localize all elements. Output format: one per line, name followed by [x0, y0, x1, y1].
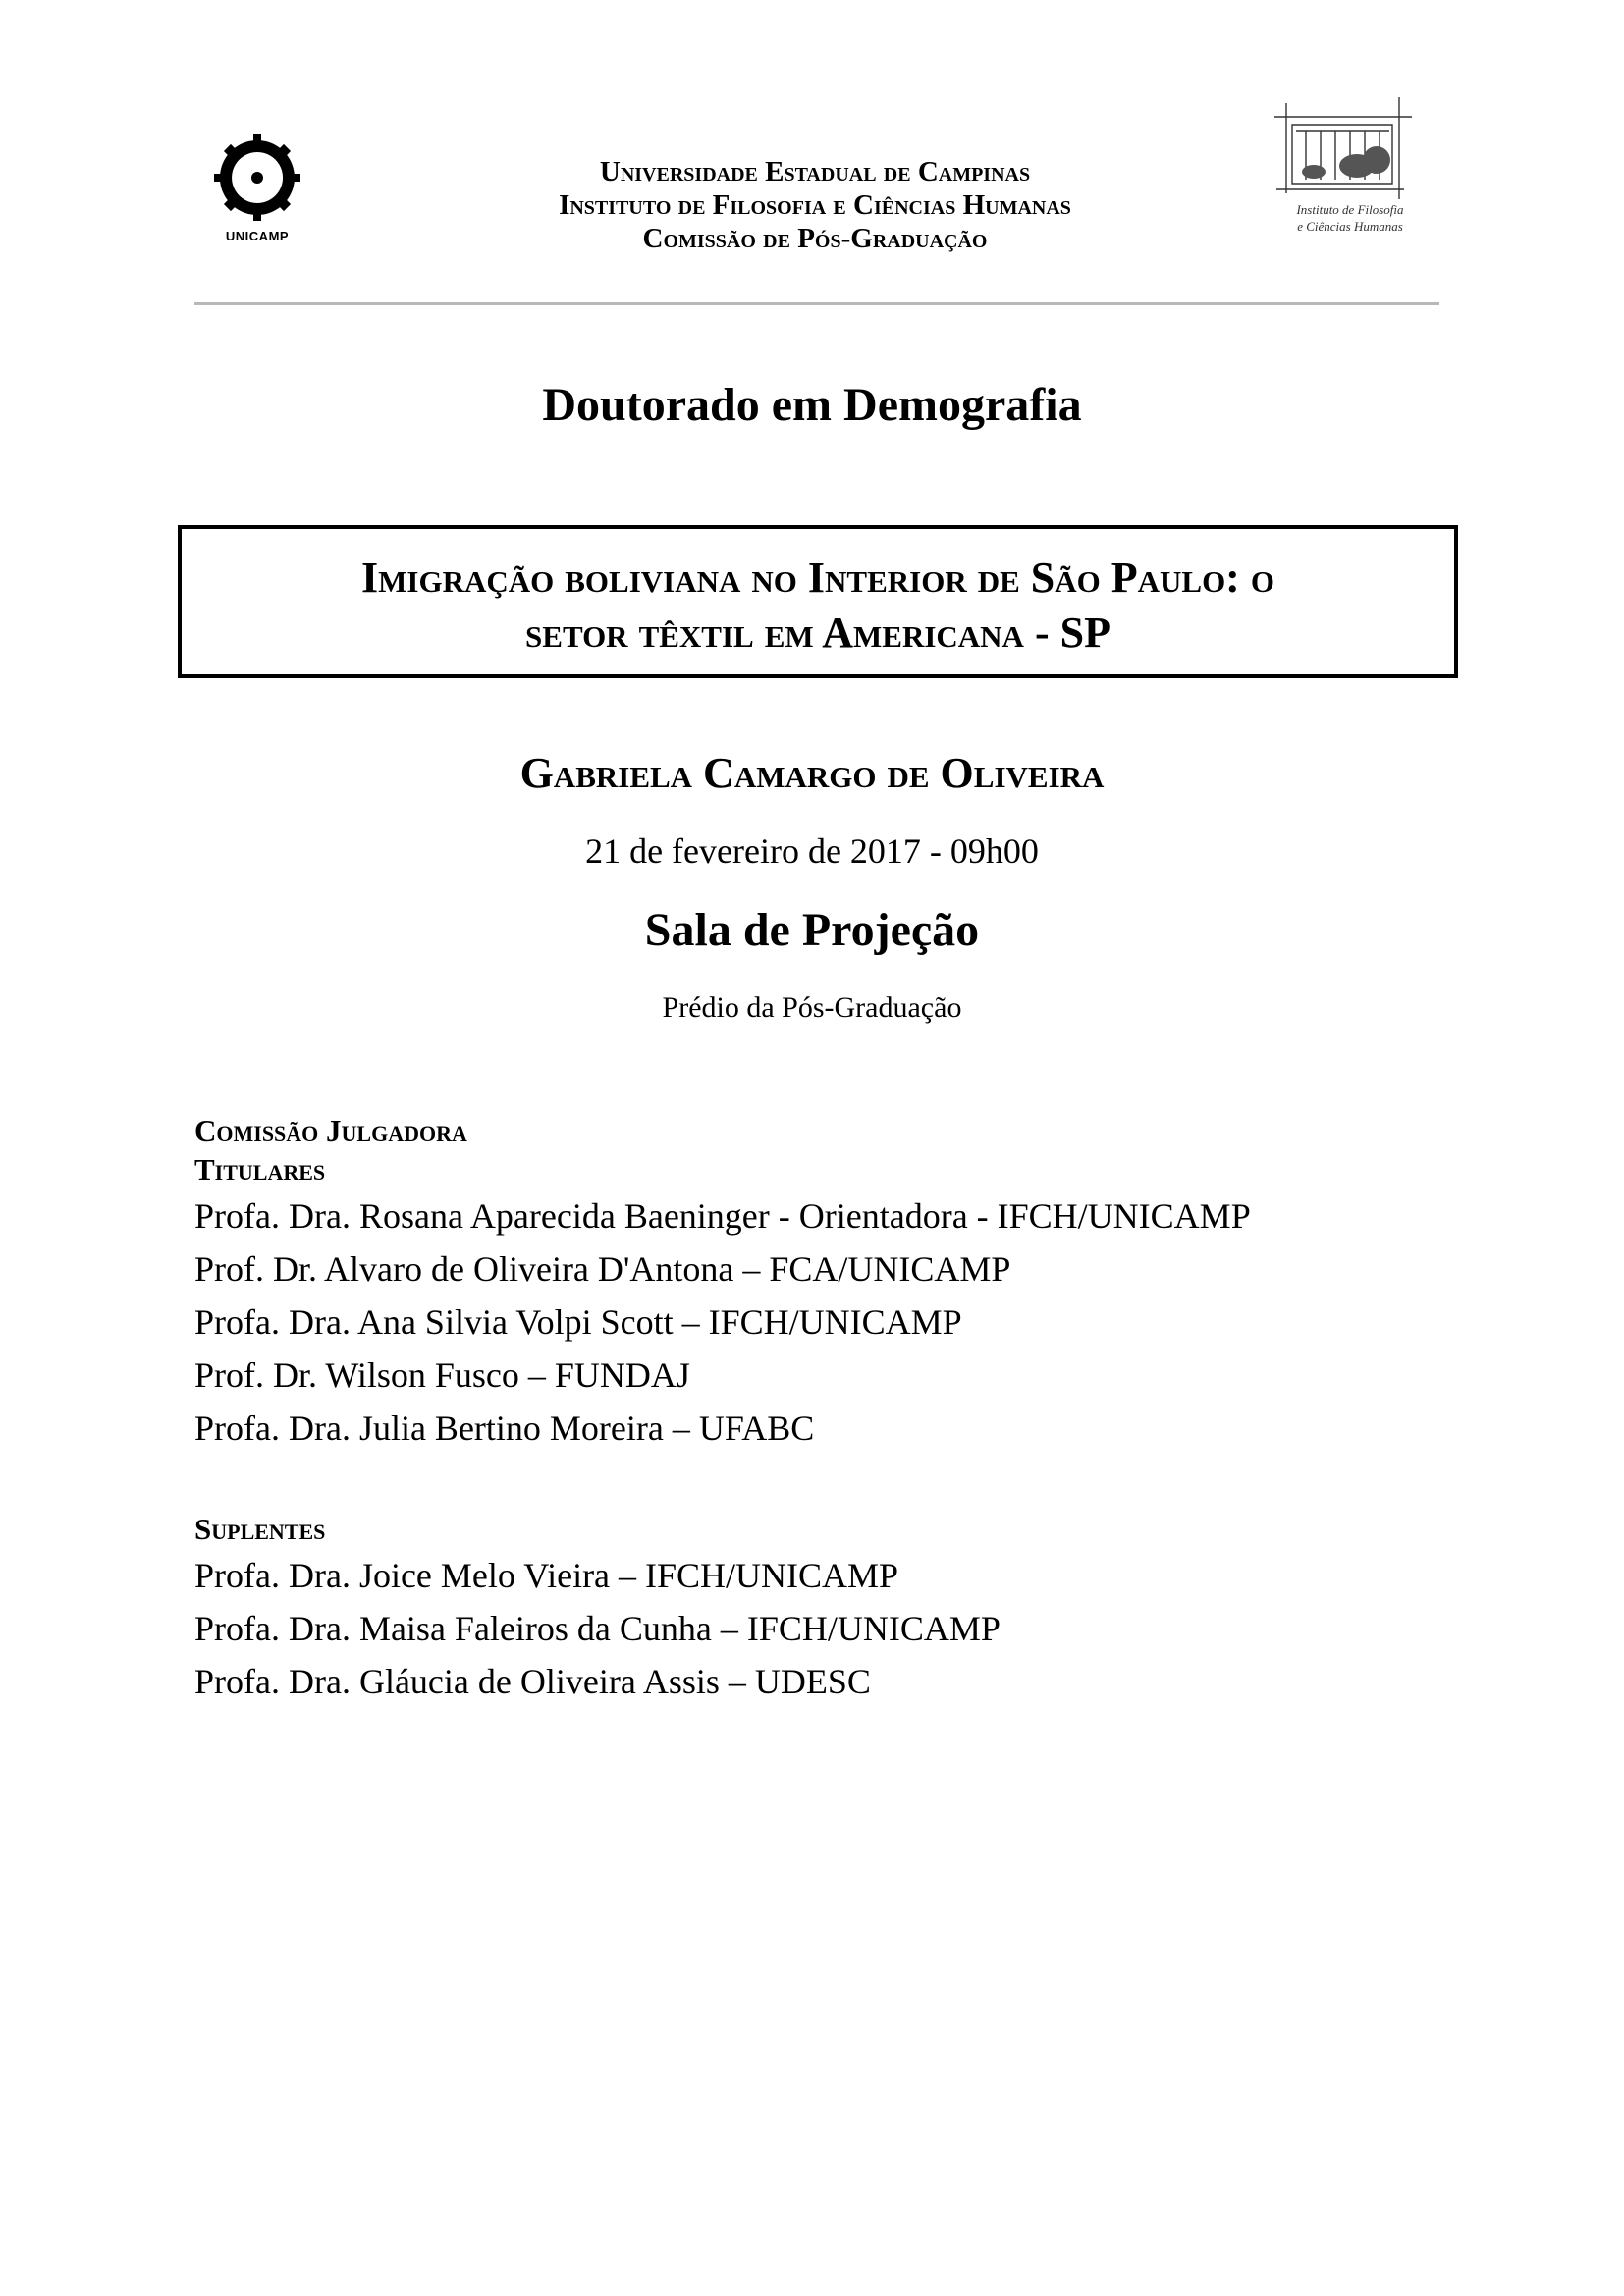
university-name: Universidade Estadual de Campinas — [599, 156, 1031, 187]
institution-header — [383, 155, 1247, 255]
thesis-title-box — [178, 525, 1458, 678]
substitute-member: Profa. Dra. Joice Melo Vieira – IFCH/UNICAMP — [194, 1556, 899, 1595]
substitute-member: Profa. Dra. Gláucia de Oliveira Assis – UDESC — [194, 1662, 871, 1701]
committee-member: Profa. Dra. Rosana Aparecida Baeninger - Orientadora - IFCH/UNICAMP — [194, 1197, 1251, 1236]
header-divider — [194, 302, 1439, 305]
committee-member: Profa. Dra. Julia Bertino Moreira – UFABC — [194, 1409, 815, 1448]
substitute-member: Profa. Dra. Maisa Faleiros da Cunha – IFCH/UNICAMP — [194, 1609, 1001, 1648]
unicamp-logo — [204, 131, 310, 248]
program-title: Doutorado em Demografia — [542, 379, 1082, 431]
ifch-caption-line1: Instituto de Filosofia — [1296, 202, 1404, 217]
section-spacer — [194, 1455, 1471, 1510]
thesis-title-line2: setor têxtil em Americana - SP — [525, 609, 1110, 657]
candidate-name: Gabriela Camargo de Oliveira — [519, 749, 1105, 797]
defense-datetime: 21 de fevereiro de 2017 - 09h00 — [585, 831, 1039, 871]
defense-building: Prédio da Pós-Graduação — [662, 991, 962, 1024]
ifch-caption-line2: e Ciências Humanas — [1297, 219, 1403, 234]
titulares-label: Titulares — [194, 1152, 326, 1187]
ifch-logo-caption — [1286, 201, 1414, 235]
ifch-logo — [1267, 95, 1414, 252]
unicamp-emblem-icon — [204, 131, 310, 229]
committee-member: Prof. Dr. Alvaro de Oliveira D'Antona – FCA/UNICAMP — [194, 1250, 1011, 1289]
committee-member: Profa. Dra. Ana Silvia Volpi Scott – IFCH/UNICAMP — [194, 1303, 962, 1342]
examining-committee — [194, 1111, 1471, 1708]
thesis-title — [182, 551, 1454, 661]
logo-left-text: UNICAMP — [225, 229, 290, 243]
defense-room: Sala de Projeção — [644, 904, 980, 956]
committee-member: Prof. Dr. Wilson Fusco – FUNDAJ — [194, 1356, 690, 1395]
commission-name: Comissão de Pós-Graduação — [642, 223, 988, 254]
ifch-building-icon — [1267, 95, 1414, 203]
committee-heading: Comissão Julgadora — [194, 1113, 467, 1148]
institute-name: Instituto de Filosofia e Ciências Humanas — [559, 189, 1071, 221]
thesis-title-line1: Imigração boliviana no Interior de São Paulo: o — [361, 554, 1274, 602]
suplentes-label: Suplentes — [194, 1512, 326, 1546]
